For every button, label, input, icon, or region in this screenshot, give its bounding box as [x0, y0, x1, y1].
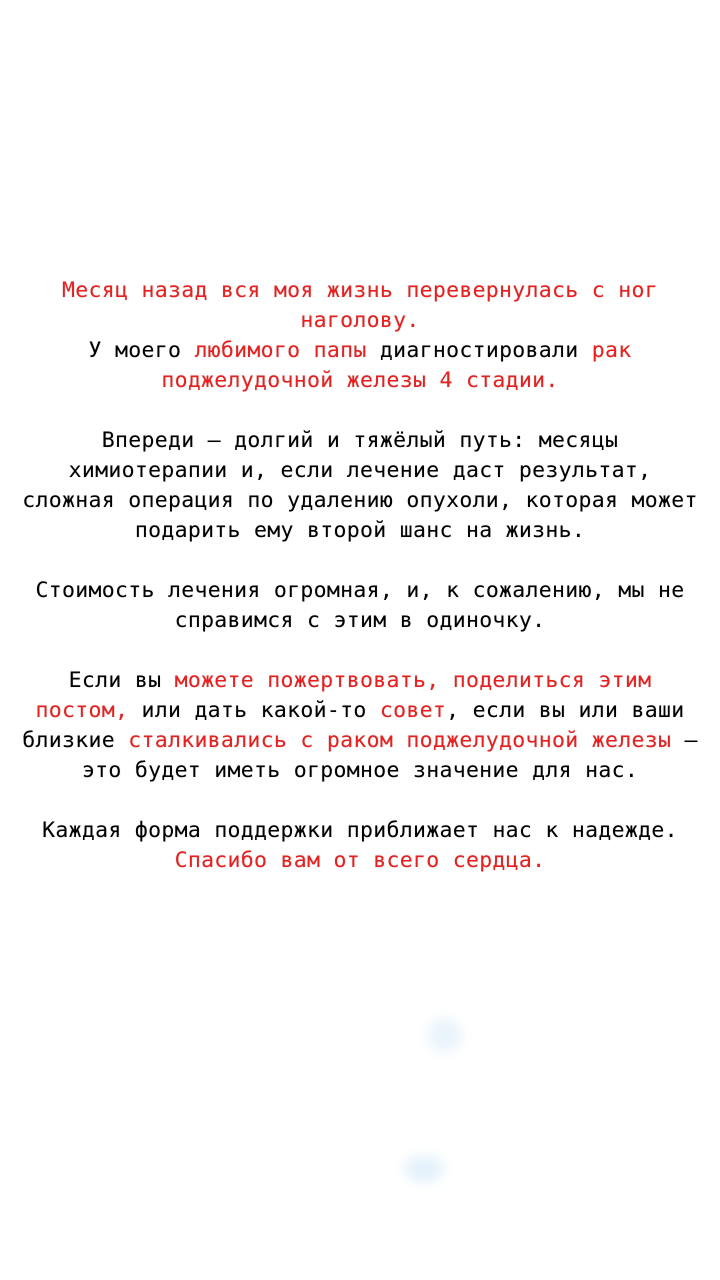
- intro-highlight-diagnosis: рак поджелудочной железы 4 стадии.: [161, 338, 632, 393]
- intro-headline: Месяц назад вся моя жизнь перевернулась с ног наголову.: [62, 278, 658, 333]
- paragraph-intro: [20, 276, 700, 396]
- request-highlight-experience: сталкивались с раком поджелудочной железы: [128, 728, 672, 753]
- request-text-2: или дать какой-то: [128, 698, 380, 723]
- paragraph-cost: [20, 576, 700, 636]
- intro-text-2: диагностировали: [366, 338, 592, 363]
- screen-glare-bottom: [404, 1156, 444, 1182]
- request-highlight-advice: совет: [379, 698, 447, 723]
- paragraph-thanks: [20, 816, 700, 876]
- screen-glare-top: [428, 1018, 462, 1052]
- story-text: [0, 276, 720, 876]
- request-text-1: Если вы: [68, 668, 175, 693]
- intro-highlight-father: любимого папы: [194, 338, 367, 363]
- treatment-text: Впереди — долгий и тяжёлый путь: месяцы химиотерапии и, если лечение даст результат, сложная операция по удалению опухоли, которая может подарить ему второй шанс на жизнь.: [22, 428, 698, 543]
- intro-text-1: У моего: [88, 338, 195, 363]
- thanks-text: Спасибо вам от всего сердца.: [174, 848, 546, 873]
- request-highlight-donate: можете пожертвовать, поделиться этим постом,: [35, 668, 652, 723]
- request-text-3: , если вы или ваши близкие: [22, 698, 685, 753]
- paragraph-treatment: [20, 426, 700, 546]
- paragraph-request: [20, 666, 700, 786]
- request-text-4: — это будет иметь огромное значение для нас.: [81, 728, 698, 783]
- cost-text: Стоимость лечения огромная, и, к сожалению, мы не справимся с этим в одиночку.: [35, 578, 685, 633]
- support-text: Каждая форма поддержки приближает нас к надежде.: [42, 818, 678, 843]
